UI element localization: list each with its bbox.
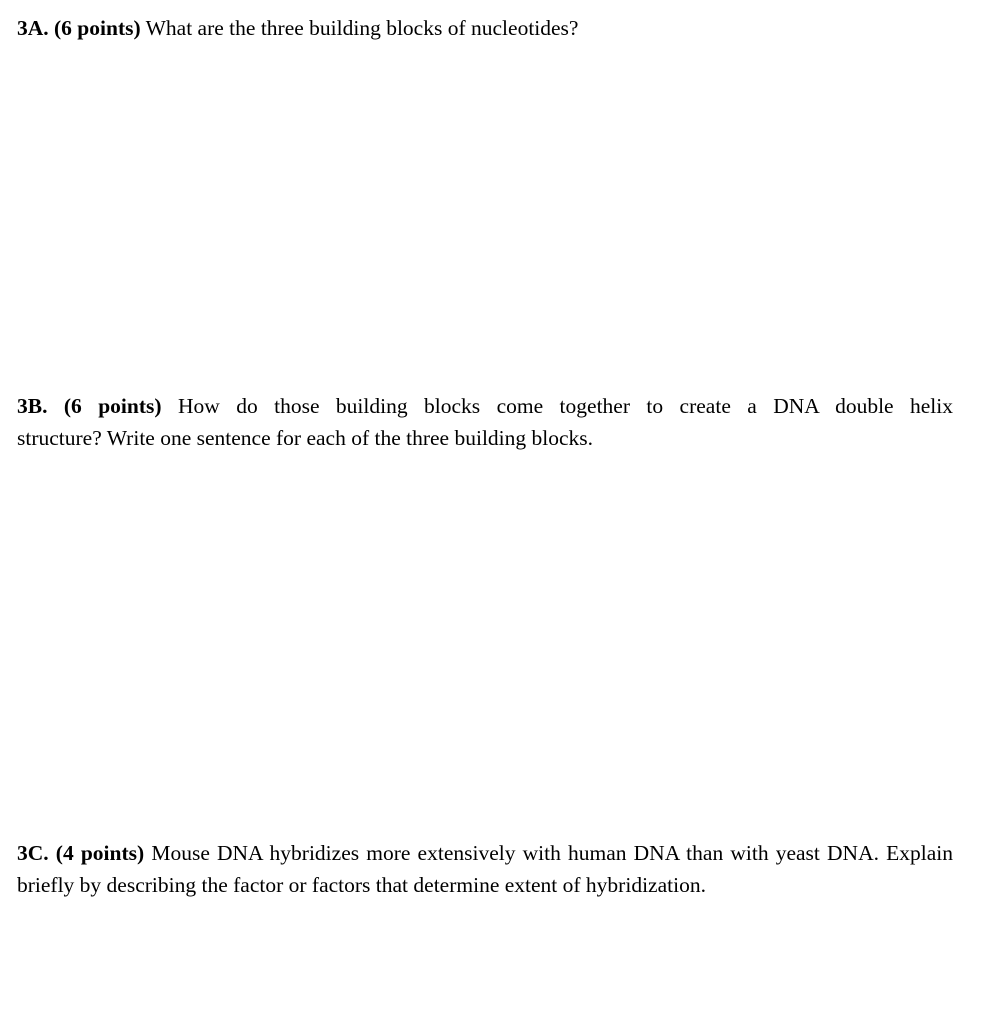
answer-space-3a[interactable]: [17, 50, 953, 380]
question-3c: [17, 837, 953, 901]
question-3b-line1: [17, 390, 953, 422]
answer-space-3c[interactable]: [17, 905, 953, 1025]
question-3a-text: What are the three building blocks of nucleotides?: [140, 16, 579, 40]
question-3b-label: 3B. (6 points): [17, 394, 162, 418]
cropped-previous-heading: [17, 0, 247, 2]
question-3b: [17, 390, 953, 454]
question-3a-label: 3A. (6 points): [17, 16, 141, 40]
question-3a: [17, 12, 953, 44]
question-3b-text-line2: structure? Write one sentence for each of the three building blocks.: [17, 426, 594, 450]
question-3c-label: 3C. (4 points): [17, 841, 145, 865]
question-3c-text: Mouse DNA hybridizes more extensively with human DNA than with yeast DNA. Explain briefly by describing the factor or factors that determine extent of hybridization.: [17, 841, 954, 897]
answer-space-3b[interactable]: [17, 460, 953, 830]
question-3b-text-line1: How do those building blocks come together to create a DNA double helix: [161, 394, 953, 418]
